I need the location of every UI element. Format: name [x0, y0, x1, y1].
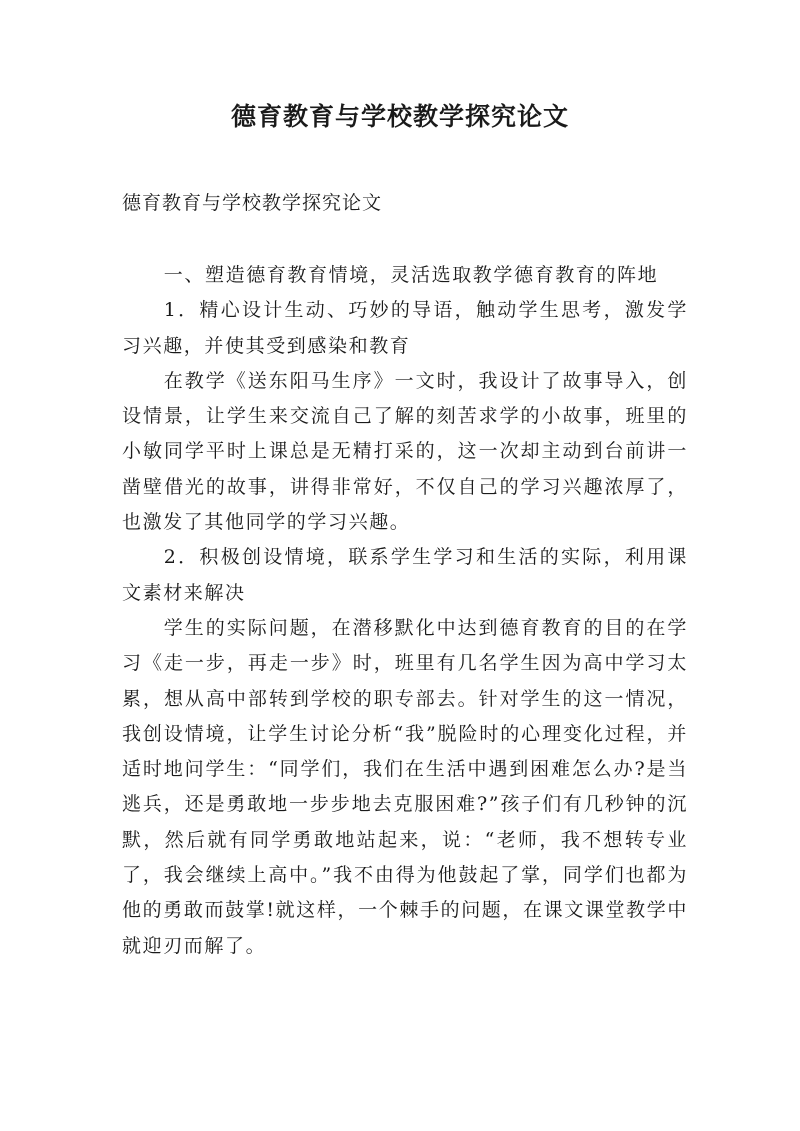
section-heading: 一、塑造德育教育情境，灵活选取教学德育教育的阵地 [163, 264, 659, 286]
paragraph: 学生的实际问题，在潜移默化中达到德育教育的目的在学习《走一步，再走一步》时，班里有几名学生因为高中学习太累，想从高中部转到学校的职专部去。针对学生的这一情况，我创设情境，让学生讨论分析“我”脱险时的心理变化过程，并适时地问学生：“同学们，我们在生活中遇到困难怎么办?是当逃兵，还是勇敢地一步步地去克服困难?”孩子们有几秒钟的沉默，然后就有同学勇敢地站起来，说：“老师，我不想转专业了，我会继续上高中。”我不由得为他鼓起了掌，同学们也都为他的勇敢而鼓掌!就这样，一个棘手的问题，在课文课堂教学中就迎刃而解了。 [122, 616, 688, 957]
document-subtitle: 德育教育与学校教学探究论文 [122, 192, 383, 214]
document-title: 德育教育与学校教学探究论文 [230, 102, 569, 131]
document-body [122, 258, 688, 964]
paragraph: 2．积极创设情境，联系学生学习和生活的实际，利用课文素材来解决 [122, 546, 688, 604]
paragraph: 1．精心设计生动、巧妙的导语，触动学生思考，激发学习兴趣，并使其受到感染和教育 [122, 299, 688, 357]
paragraph: 在教学《送东阳马生序》一文时，我设计了故事导入，创设情景，让学生来交流自己了解的刻苦求学的小故事，班里的小敏同学平时上课总是无精打采的，这一次却主动到台前讲一凿壁借光的故事，讲得非常好，不仅自己的学习兴趣浓厚了，也激发了其他同学的学习兴趣。 [122, 369, 688, 534]
